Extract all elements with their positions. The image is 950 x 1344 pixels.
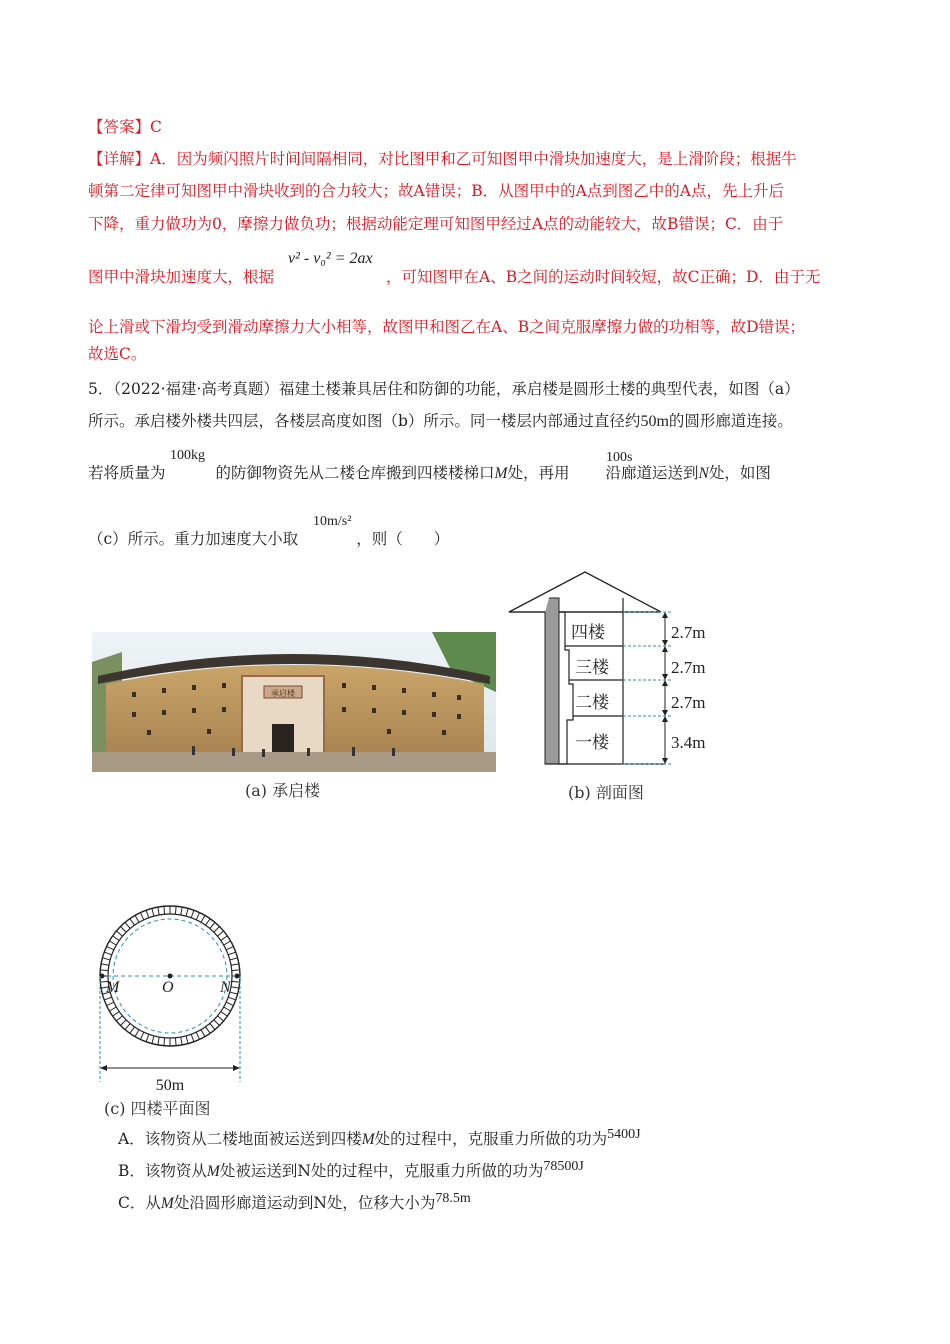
ring-tick bbox=[140, 913, 143, 920]
answer-value: C bbox=[150, 118, 162, 136]
ring-tick bbox=[109, 1007, 116, 1011]
ring-tick bbox=[186, 1036, 188, 1044]
ring-tick bbox=[232, 970, 240, 971]
ring-tick bbox=[102, 958, 110, 960]
answer-label: 【答案】 bbox=[88, 118, 151, 136]
ring-tick bbox=[125, 1023, 130, 1029]
ring-tick bbox=[181, 907, 182, 915]
ring-tick bbox=[181, 1037, 182, 1045]
ring-tick bbox=[217, 1016, 223, 1021]
mass-value: 100kg bbox=[170, 448, 205, 463]
explanation-line-3: 下降，重力做功为0，摩擦力做负功；根据动能定理可知图甲经过A点的动能较大，故B错误；C．由于 bbox=[88, 215, 784, 233]
ring-tick bbox=[210, 922, 215, 928]
ring-tick bbox=[116, 931, 122, 936]
ring-tick bbox=[191, 1034, 194, 1042]
ring-tick bbox=[201, 1030, 205, 1037]
plan-diameter-label: 50m bbox=[155, 1077, 185, 1094]
ring-tick bbox=[130, 919, 135, 926]
ring-tick bbox=[109, 941, 116, 945]
time-value: 100s bbox=[606, 450, 633, 465]
floor-label-4: 四楼 bbox=[571, 623, 605, 643]
kinematics-formula: v² - v₀² = 2ax bbox=[288, 250, 373, 267]
option-a[interactable]: A．该物资从二楼地面被运送到四楼M处的过程中，克服重力所做的功为5400J bbox=[118, 1127, 641, 1148]
question-line-1: 5．（2022·福建·高考真题）福建土楼兼具居住和防御的功能，承启楼是圆形土楼的典型代表，如图（a） bbox=[88, 380, 800, 398]
ring-tick bbox=[175, 1038, 176, 1046]
ring-tick bbox=[232, 981, 240, 982]
ring-tick bbox=[186, 908, 188, 916]
ring-tick bbox=[210, 1023, 215, 1029]
ring-tick bbox=[121, 927, 127, 933]
ring-tick bbox=[135, 1030, 139, 1037]
signboard-text: 承启楼 bbox=[271, 689, 295, 698]
cross-section-diagram bbox=[505, 568, 725, 768]
ring-tick bbox=[158, 907, 159, 915]
explanation-line-4: 图甲中滑块加速度大，根据 ，可知图甲在A、B之间的运动时间较短，故C正确；D．由于无 bbox=[88, 268, 821, 286]
ring-tick bbox=[224, 1007, 231, 1011]
ring-tick bbox=[231, 987, 239, 988]
ring-tick bbox=[191, 910, 194, 918]
ring-tick bbox=[113, 936, 120, 941]
question-line-2: 所示。承启楼外楼共四层，各楼层高度如图（b）所示。同一楼层内部通过直径约50m的圆形廊道连接。 bbox=[88, 412, 793, 430]
ring-tick bbox=[164, 1038, 165, 1046]
ring-tick bbox=[196, 1032, 199, 1039]
figure-c-caption: (c) 四楼平面图 bbox=[104, 1099, 211, 1118]
ring-tick bbox=[217, 931, 223, 936]
ring-tick bbox=[135, 915, 139, 922]
floor-label-1: 一楼 bbox=[575, 733, 609, 753]
ring-tick bbox=[228, 997, 236, 1000]
point-n-label: N bbox=[220, 979, 231, 996]
ring-tick bbox=[125, 922, 130, 928]
ring-tick bbox=[100, 970, 108, 971]
ring-tick bbox=[226, 946, 233, 949]
ring-tick bbox=[107, 1002, 114, 1005]
explanation-line-2: 顿第二定律可知图甲中滑块收到的合力较大；故A错误；B．从图甲中的A点到图乙中的A点，先上升后 bbox=[88, 182, 784, 200]
ring-tick bbox=[146, 1034, 149, 1042]
diameter-value: 50m bbox=[640, 413, 669, 430]
ring-tick bbox=[230, 992, 238, 994]
ring-tick bbox=[164, 906, 165, 914]
ring-tick bbox=[140, 1032, 143, 1039]
ring-tick bbox=[206, 1027, 211, 1034]
answer-line bbox=[88, 116, 162, 138]
explanation-label: 【详解】 bbox=[88, 150, 151, 168]
explanation-line-1: 【详解】A．因为频闪照片时间间隔相同，对比图甲和乙可知图甲中滑块加速度大，是上滑阶段；根据牛 bbox=[88, 150, 797, 168]
g-value: 10m/s² bbox=[313, 514, 352, 529]
question-line-4: （c）所示。重力加速度大小取 ，则（ ） bbox=[88, 530, 450, 548]
ring-tick bbox=[104, 997, 112, 1000]
ring-tick bbox=[196, 913, 199, 920]
height-label-2: 2.7m bbox=[671, 693, 706, 712]
ring-tick bbox=[231, 964, 239, 965]
height-label-1: 3.4m bbox=[671, 733, 706, 752]
ring-tick bbox=[146, 910, 149, 918]
ring-tick bbox=[221, 1012, 228, 1017]
ring-tick bbox=[228, 952, 236, 955]
ring-tick bbox=[158, 1037, 159, 1045]
ring-tick bbox=[214, 927, 220, 933]
explanation-line-6: 故选C。 bbox=[88, 345, 147, 363]
ring-tick bbox=[175, 906, 176, 914]
ring-tick bbox=[107, 946, 114, 949]
height-label-3: 2.7m bbox=[671, 658, 706, 677]
floor-label-3: 三楼 bbox=[575, 658, 609, 678]
ring-tick bbox=[121, 1020, 127, 1026]
ring-tick bbox=[230, 958, 238, 960]
point-o-label: O bbox=[162, 979, 174, 996]
ring-tick bbox=[226, 1002, 233, 1005]
ring-tick bbox=[130, 1027, 135, 1034]
ring-tick bbox=[116, 1016, 122, 1021]
ring-tick bbox=[101, 964, 109, 965]
option-b[interactable]: B．该物资从M处被运送到N处的过程中，克服重力所做的功为78500J bbox=[118, 1159, 584, 1180]
point-m-label: M bbox=[106, 979, 120, 996]
tulou-photo bbox=[92, 632, 496, 772]
ring-tick bbox=[152, 908, 154, 916]
question-line-3: 若将质量为 的防御物资先从二楼仓库搬到四楼楼梯口M处，再用 沿廊道运送到N处，如图 bbox=[88, 464, 771, 482]
ring-tick bbox=[224, 941, 231, 945]
question-number: 5． bbox=[88, 380, 114, 398]
explanation-line-5: 论上滑或下滑均受到滑动摩擦力大小相等，故图甲和图乙在A、B之间克服摩擦力做的功相等，故D错误； bbox=[88, 318, 806, 336]
floor-plan-diagram bbox=[84, 900, 260, 1096]
ring-tick bbox=[214, 1020, 220, 1026]
figure-a-caption: (a) 承启楼 bbox=[245, 781, 321, 800]
ring-tick bbox=[104, 952, 112, 955]
ring-tick bbox=[113, 1012, 120, 1017]
figure-b-caption: (b) 剖面图 bbox=[568, 783, 644, 802]
floor-label-2: 二楼 bbox=[575, 693, 609, 713]
height-label-4: 2.7m bbox=[671, 623, 706, 642]
ring-tick bbox=[206, 919, 211, 926]
ring-tick bbox=[152, 1036, 154, 1044]
ring-tick bbox=[201, 915, 205, 922]
ring-tick bbox=[221, 936, 228, 941]
option-c[interactable]: C．从M处沿圆形廊道运动到N处，位移大小为78.5m bbox=[118, 1191, 471, 1212]
